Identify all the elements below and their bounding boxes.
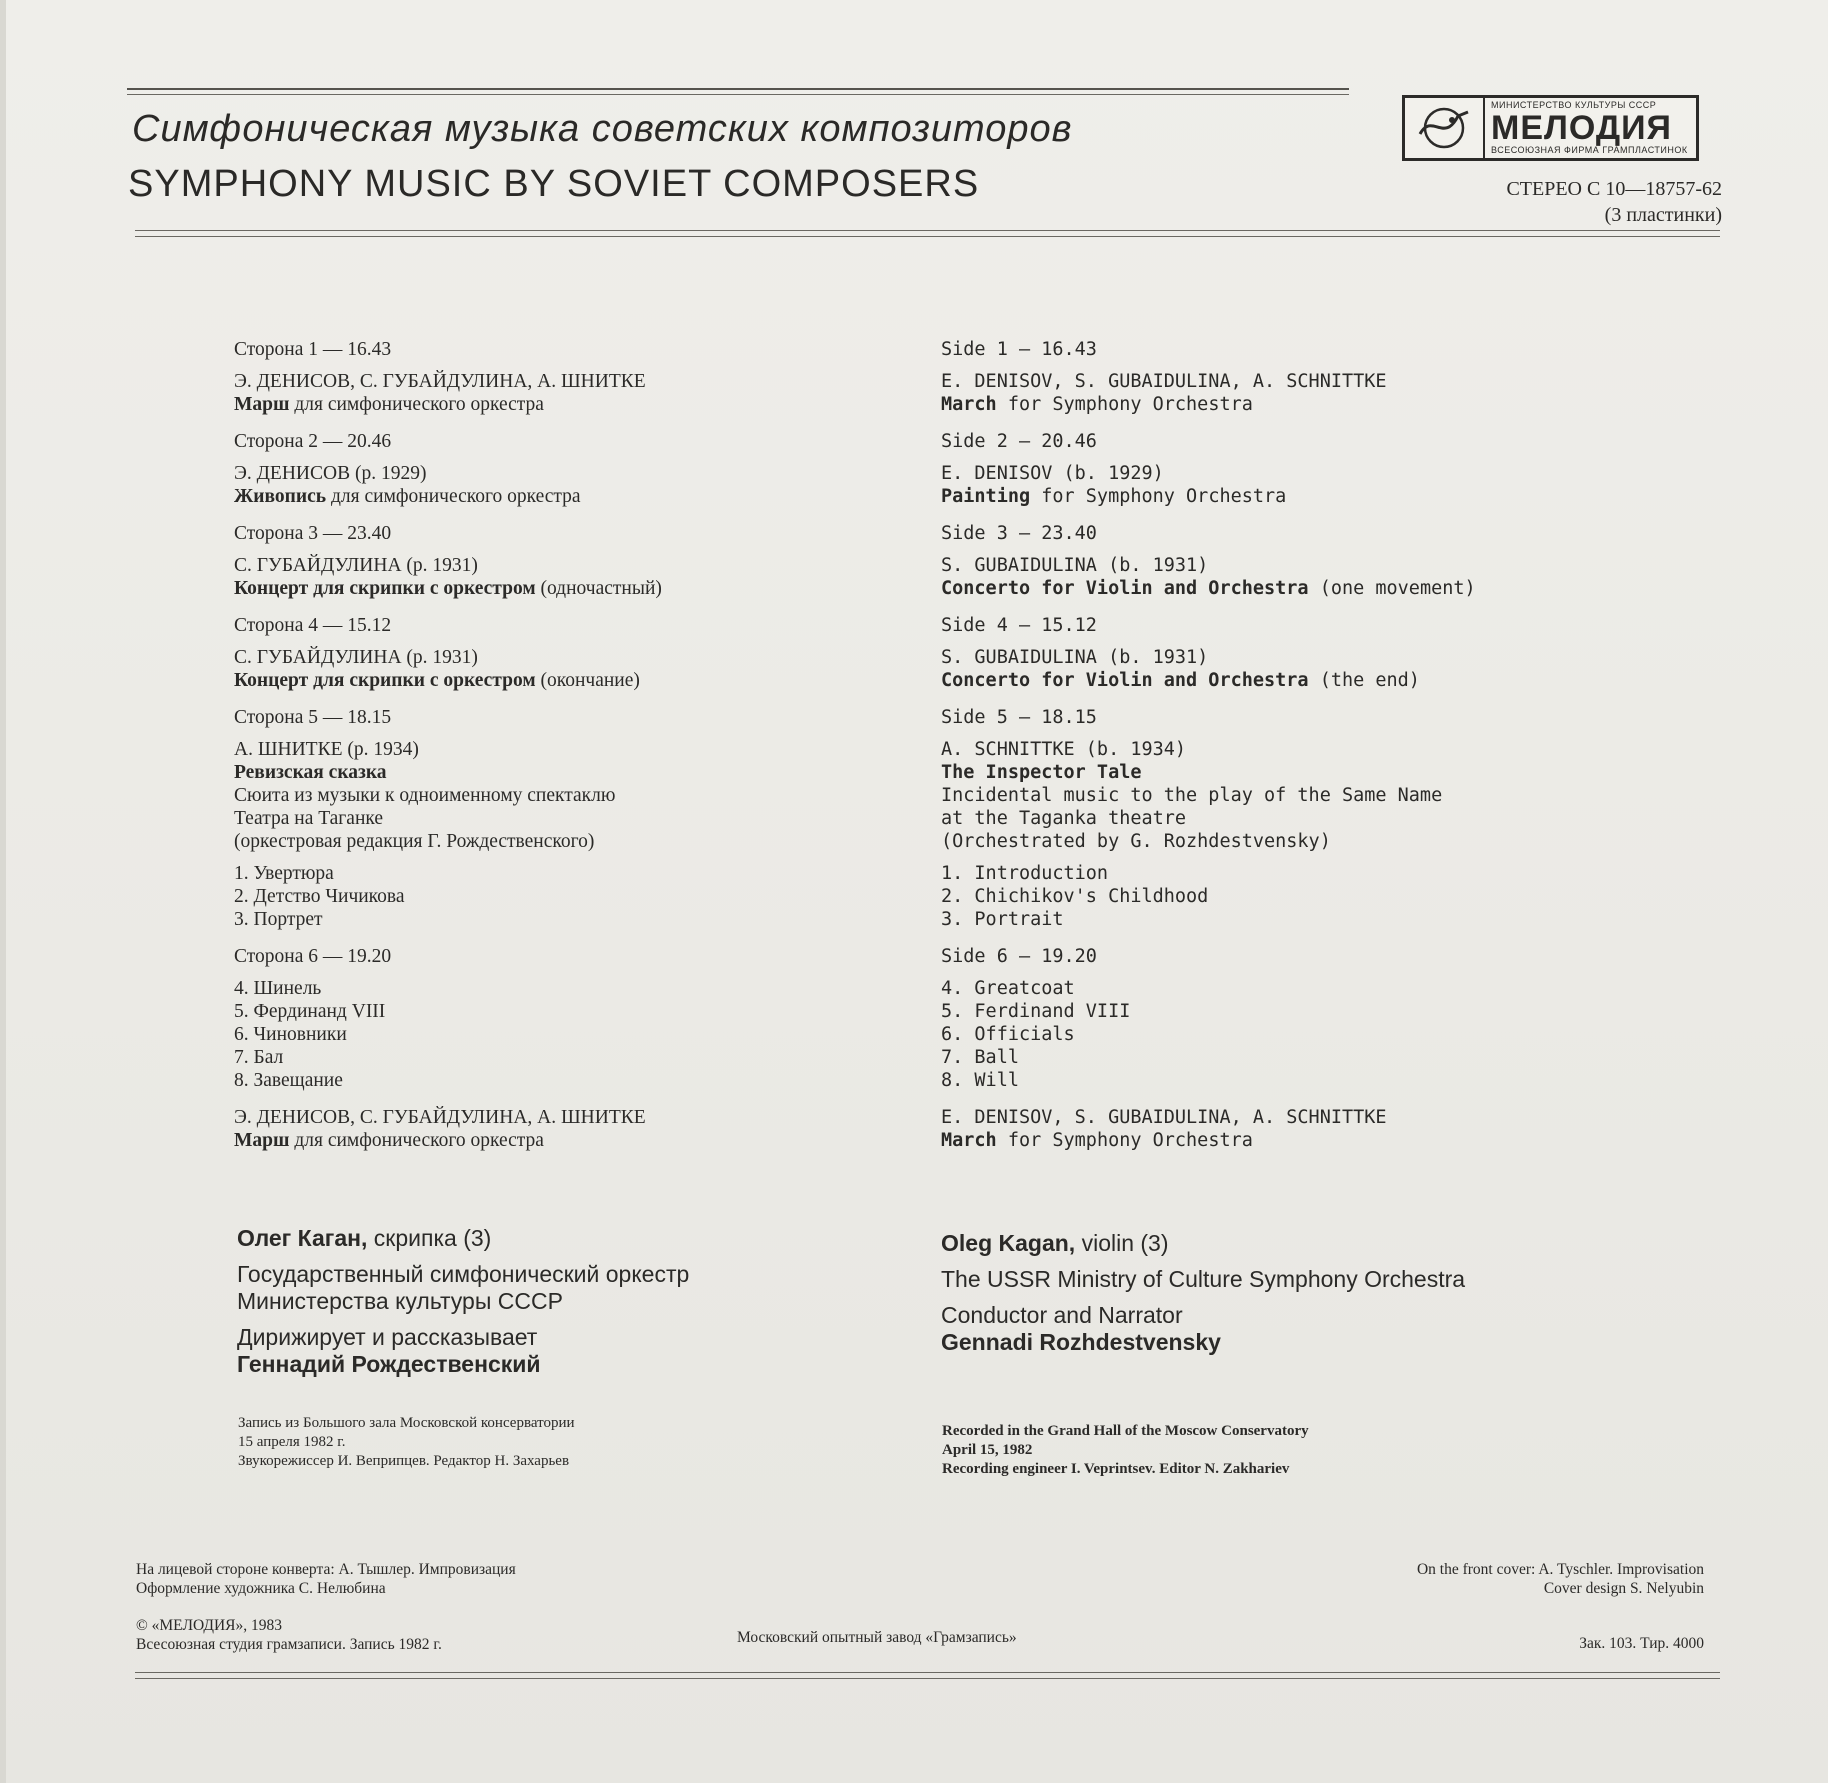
- manufacturer: [737, 1628, 1017, 1647]
- work-detail: (one movement): [1308, 578, 1476, 599]
- composer-line: A. SCHNITTKE (b. 1934): [941, 739, 1187, 760]
- order-text: Зак. 103. Тир. 4000: [1579, 1635, 1704, 1652]
- copyright-block: [136, 1616, 442, 1654]
- track-item: 8. Завещание: [234, 1070, 343, 1091]
- manufacturer-name: Московский опытный завод «Грамзапись»: [737, 1629, 1017, 1646]
- cover-credit-english: [1417, 1560, 1704, 1598]
- conductor-name: Gennadi Rozhdestvensky: [941, 1329, 1221, 1355]
- track-item: 1. Introduction: [941, 863, 1109, 884]
- title-english: SYMPHONY MUSIC BY SOVIET COMPOSERS: [128, 163, 980, 205]
- work-detail: for Symphony Orchestra: [996, 394, 1253, 415]
- track-item: 4. Greatcoat: [941, 978, 1075, 999]
- logo-ministry: МИНИСТЕРСТВО КУЛЬТУРЫ СССР: [1491, 100, 1657, 110]
- work-detail: для симфонического оркестра: [289, 1130, 544, 1151]
- work-detail: (the end): [1308, 670, 1420, 691]
- side-heading: Side 5 — 18.15: [941, 707, 1097, 728]
- cover-design: Оформление художника С. Нелюбина: [136, 1580, 386, 1597]
- side-heading: Side 1 — 16.43: [941, 339, 1097, 360]
- bottom-rule-1: [135, 1672, 1720, 1673]
- sleeve-edge: [0, 0, 6, 1783]
- disc-count: (3 пластинки): [1604, 204, 1722, 226]
- side-heading: Сторона 6 — 19.20: [234, 946, 392, 967]
- top-rule-2: [127, 94, 1349, 95]
- track-item: 5. Ferdinand VIII: [941, 1001, 1131, 1022]
- recording-date: 15 апреля 1982 г.: [238, 1434, 346, 1450]
- soloist-role: violin (3): [1075, 1230, 1169, 1256]
- work-detail: for Symphony Orchestra: [996, 1130, 1253, 1151]
- composer-line: E. DENISOV, S. GUBAIDULINA, A. SCHNITTKE: [941, 371, 1387, 392]
- track-item: 3. Портрет: [234, 909, 323, 930]
- work-line: [941, 577, 1476, 600]
- composer-line: E. DENISOV (b. 1929): [941, 463, 1164, 484]
- work-detail: for Symphony Orchestra: [1030, 486, 1287, 507]
- recording-credits: Звукорежиссер И. Веприпцев. Редактор Н. Захарьев: [238, 1453, 570, 1469]
- catalog-number: СТЕРЕО С 10—18757-62: [1506, 178, 1722, 200]
- cover-credit-russian: [136, 1560, 516, 1598]
- composer-line: S. GUBAIDULINA (b. 1931): [941, 647, 1209, 668]
- soloist-role: скрипка (3): [367, 1225, 492, 1251]
- recording-info-english: [942, 1422, 1309, 1479]
- work-line: [941, 393, 1476, 416]
- work-detail: (окончание): [535, 670, 640, 691]
- work-description: Incidental music to the play of the Same Name: [941, 785, 1443, 806]
- bottom-rule-2: [135, 1678, 1720, 1679]
- work-line: [234, 1129, 662, 1152]
- work-title: Ревизская сказка: [234, 762, 387, 783]
- track-item: 6. Officials: [941, 1024, 1075, 1045]
- composer-line: E. DENISOV, S. GUBAIDULINA, A. SCHNITTKE: [941, 1107, 1387, 1128]
- work-title: Марш: [234, 1130, 290, 1151]
- side-heading: Сторона 2 — 20.46: [234, 431, 392, 452]
- work-title: Concerto for Violin and Orchestra: [941, 578, 1309, 599]
- studio: Всесоюзная студия грамзаписи. Запись 1982 г.: [136, 1636, 442, 1653]
- side-heading: Side 3 — 23.40: [941, 523, 1097, 544]
- composer-line: S. GUBAIDULINA (b. 1931): [941, 555, 1209, 576]
- catalog-block: [1506, 176, 1722, 228]
- work-title: Concerto for Violin and Orchestra: [941, 670, 1309, 691]
- work-line: [234, 393, 662, 416]
- work-line: [234, 485, 662, 508]
- work-line: [234, 577, 662, 600]
- track-item: 7. Бал: [234, 1047, 284, 1068]
- work-line: [234, 669, 662, 692]
- work-title: Марш: [234, 394, 290, 415]
- tracklist-russian: [234, 338, 662, 1152]
- track-item: 3. Portrait: [941, 909, 1064, 930]
- work-title: The Inspector Tale: [941, 762, 1142, 783]
- side-heading: Side 4 — 15.12: [941, 615, 1097, 636]
- work-title: March: [941, 394, 997, 415]
- header-rule-2: [135, 236, 1720, 237]
- work-title: Живопись: [234, 486, 327, 507]
- side-heading: Сторона 4 — 15.12: [234, 615, 392, 636]
- composer-line: Э. ДЕНИСОВ, С. ГУБАЙДУЛИНА, А. ШНИТКЕ: [234, 1107, 646, 1128]
- work-line: [941, 669, 1476, 692]
- cover-design: Cover design S. Nelyubin: [1543, 1580, 1704, 1597]
- conductor-role: Conductor and Narrator: [941, 1302, 1183, 1328]
- track-item: 2. Детство Чичикова: [234, 886, 405, 907]
- composer-line: А. ШНИТКЕ (р. 1934): [234, 739, 419, 760]
- conductor-role: Дирижирует и рассказывает: [237, 1324, 538, 1350]
- composer-line: Э. ДЕНИСОВ (р. 1929): [234, 463, 427, 484]
- work-detail: для симфонического оркестра: [326, 486, 581, 507]
- composer-line: С. ГУБАЙДУЛИНА (р. 1931): [234, 555, 478, 576]
- top-rule-1: [127, 88, 1349, 90]
- performers-russian: [237, 1225, 689, 1378]
- soloist-name: Олег Каган,: [237, 1225, 368, 1251]
- melodiya-logo: [1402, 95, 1699, 161]
- orchestra-name: The USSR Ministry of Culture Symphony Orchestra: [941, 1266, 1466, 1292]
- copyright: © «МЕЛОДИЯ», 1983: [136, 1617, 282, 1634]
- work-detail: (одночастный): [535, 578, 662, 599]
- orchestra-name: Государственный симфонический оркестр: [237, 1261, 690, 1287]
- work-description: at the Taganka theatre: [941, 808, 1187, 829]
- soloist-name: Oleg Kagan,: [941, 1230, 1076, 1256]
- track-item: 5. Фердинанд VIII: [234, 1001, 386, 1022]
- work-title: Концерт для скрипки с оркестром: [234, 670, 536, 691]
- order-number: [1579, 1634, 1704, 1653]
- logo-brand: МЕЛОДИЯ: [1491, 109, 1672, 147]
- title-russian: Симфоническая музыка советских композиторов: [132, 108, 1073, 150]
- work-description: Сюита из музыки к одноименному спектаклю: [234, 785, 616, 806]
- work-title: Painting: [941, 486, 1031, 507]
- melodiya-emblem-icon: [1405, 98, 1485, 158]
- conductor-name: Геннадий Рождественский: [237, 1351, 541, 1377]
- composer-line: Э. ДЕНИСОВ, С. ГУБАЙДУЛИНА, А. ШНИТКЕ: [234, 371, 646, 392]
- orchestra-name: Министерства культуры СССР: [237, 1288, 563, 1314]
- work-title: Концерт для скрипки с оркестром: [234, 578, 536, 599]
- side-heading: Сторона 1 — 16.43: [234, 339, 392, 360]
- header-rule-1: [135, 230, 1720, 231]
- recording-venue: Запись из Большого зала Московской консерватории: [238, 1415, 575, 1431]
- work-line: [941, 485, 1476, 508]
- recording-info-russian: [238, 1414, 575, 1471]
- recording-date: April 15, 1982: [942, 1442, 1033, 1458]
- tracklist-english: [941, 338, 1476, 1152]
- track-item: 8. Will: [941, 1070, 1019, 1091]
- recording-credits: Recording engineer I. Veprintsev. Editor N. Zakhariev: [942, 1461, 1290, 1477]
- work-detail: для симфонического оркестра: [289, 394, 544, 415]
- work-title: March: [941, 1130, 997, 1151]
- cover-artwork: На лицевой стороне конверта: А. Тышлер. Импровизация: [136, 1561, 516, 1578]
- logo-tagline: ВСЕСОЮЗНАЯ ФИРМА ГРАМПЛАСТИНОК: [1491, 145, 1688, 155]
- performers-english: [941, 1230, 1465, 1356]
- track-item: 6. Чиновники: [234, 1024, 347, 1045]
- track-item: 2. Chichikov's Childhood: [941, 886, 1209, 907]
- work-description: Театра на Таганке: [234, 808, 384, 829]
- side-heading: Сторона 5 — 18.15: [234, 707, 392, 728]
- recording-venue: Recorded in the Grand Hall of the Moscow Conservatory: [942, 1423, 1309, 1439]
- work-description: (оркестровая редакция Г. Рождественского): [234, 831, 595, 852]
- side-heading: Сторона 3 — 23.40: [234, 523, 392, 544]
- work-line: [941, 1129, 1476, 1152]
- track-item: 1. Увертюра: [234, 863, 334, 884]
- track-item: 4. Шинель: [234, 978, 322, 999]
- work-description: (Orchestrated by G. Rozhdestvensky): [941, 831, 1331, 852]
- cover-artwork: On the front cover: A. Tyschler. Improvisation: [1416, 1561, 1704, 1578]
- composer-line: С. ГУБАЙДУЛИНА (р. 1931): [234, 647, 478, 668]
- side-heading: Side 6 — 19.20: [941, 946, 1097, 967]
- track-item: 7. Ball: [941, 1047, 1019, 1068]
- side-heading: Side 2 — 20.46: [941, 431, 1097, 452]
